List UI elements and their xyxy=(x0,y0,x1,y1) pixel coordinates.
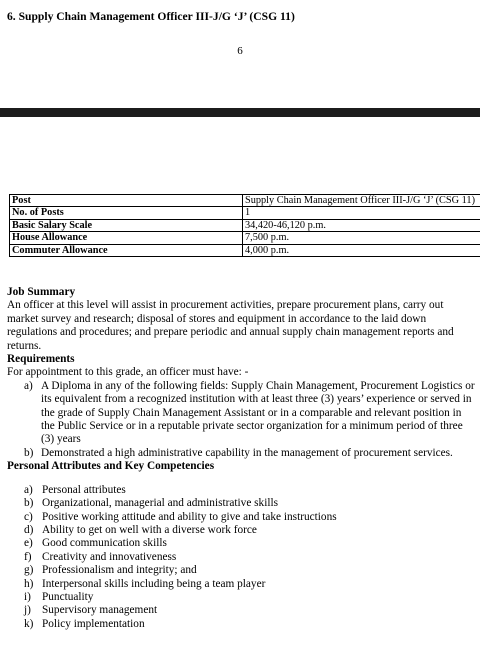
list-text: Creativity and innovativeness xyxy=(42,550,177,563)
requirements-intro: For appointment to this grade, an officer must have: - xyxy=(7,366,249,379)
info-table-row xyxy=(10,219,480,231)
info-label: Basic Salary Scale xyxy=(10,219,243,231)
requirements-list xyxy=(7,380,477,460)
list-item xyxy=(7,564,477,577)
requirements-heading: Requirements xyxy=(7,353,75,366)
info-table-row xyxy=(10,195,480,207)
list-marker: e) xyxy=(24,537,33,550)
info-label: Post xyxy=(10,195,243,207)
list-item xyxy=(7,591,477,604)
job-summary-heading: Job Summary xyxy=(7,286,76,298)
list-marker: j) xyxy=(24,604,31,617)
list-text: Demonstrated a high administrative capability in the management of procurement services. xyxy=(41,446,453,459)
info-label: House Allowance xyxy=(10,232,243,244)
list-marker: b) xyxy=(24,497,34,510)
list-marker: k) xyxy=(24,617,34,630)
list-marker: b) xyxy=(24,446,34,459)
list-item xyxy=(7,484,477,497)
list-item xyxy=(7,524,477,537)
list-marker: d) xyxy=(24,523,34,536)
list-text: Positive working attitude and ability to give and take instructions xyxy=(42,510,337,523)
info-table-row xyxy=(10,244,480,256)
info-value: 1 xyxy=(243,207,480,219)
list-text: Good communication skills xyxy=(42,537,167,550)
list-text: Organizational, managerial and administrative skills xyxy=(42,497,279,510)
list-text: Punctuality xyxy=(42,590,94,603)
list-text: Personal attributes xyxy=(42,483,126,496)
list-item xyxy=(7,447,477,460)
info-table-row xyxy=(10,207,480,219)
list-marker: a) xyxy=(24,379,33,392)
list-item xyxy=(7,537,477,550)
list-item xyxy=(7,497,477,510)
list-text: Policy implementation xyxy=(42,617,145,630)
document-body xyxy=(7,286,477,631)
list-text: Interpersonal skills including being a team player xyxy=(42,577,266,590)
info-label: No. of Posts xyxy=(10,207,243,219)
section-title: 6. Supply Chain Management Officer III-J/G ‘J’ (CSG 11) xyxy=(7,10,295,23)
list-item xyxy=(7,604,477,617)
list-item xyxy=(7,578,477,591)
list-text: A Diploma in any of the following fields: Supply Chain Management, Procurement Logistics or its equivalent from a recognized institution with at least three (3) years’ experience or served in the grade of Supply Chain Management Assistant or in a comparable and relevant position in the Public Service or in a reputable private sector organization for a minimum period of three (3) years xyxy=(41,379,475,446)
info-table-row xyxy=(10,232,480,244)
page-number: 6 xyxy=(237,45,243,57)
competencies-heading: Personal Attributes and Key Competencies xyxy=(7,460,215,473)
page-divider-bar xyxy=(0,108,480,117)
post-info-table xyxy=(9,194,480,257)
list-text: Professionalism and integrity; and xyxy=(42,564,197,577)
list-marker: i) xyxy=(24,590,31,603)
list-item xyxy=(7,551,477,564)
info-value: Supply Chain Management Officer III-J/G ‘J’ (CSG 11) xyxy=(243,195,480,207)
info-value: 4,000 p.m. xyxy=(243,244,480,256)
list-text: Ability to get on well with a diverse work force xyxy=(42,523,257,536)
info-value: 7,500 p.m. xyxy=(243,232,480,244)
list-item xyxy=(7,618,477,631)
list-marker: c) xyxy=(24,510,33,523)
list-text: Supervisory management xyxy=(42,604,158,617)
info-label: Commuter Allowance xyxy=(10,244,243,256)
list-marker: g) xyxy=(24,564,34,577)
list-marker: f) xyxy=(24,550,32,563)
list-marker: h) xyxy=(24,577,34,590)
info-value: 34,420-46,120 p.m. xyxy=(243,219,480,231)
job-summary-text: An officer at this level will assist in procurement activities, prepare procurement plans, carry out market survey and research; disposal of stores and equipment in accordance to the laid down regulations and procedures; and prepare periodic and annual supply chain management reports and returns. xyxy=(7,299,454,352)
list-item xyxy=(7,380,477,447)
list-item xyxy=(7,511,477,524)
list-marker: a) xyxy=(24,483,33,496)
competencies-list xyxy=(7,484,477,631)
